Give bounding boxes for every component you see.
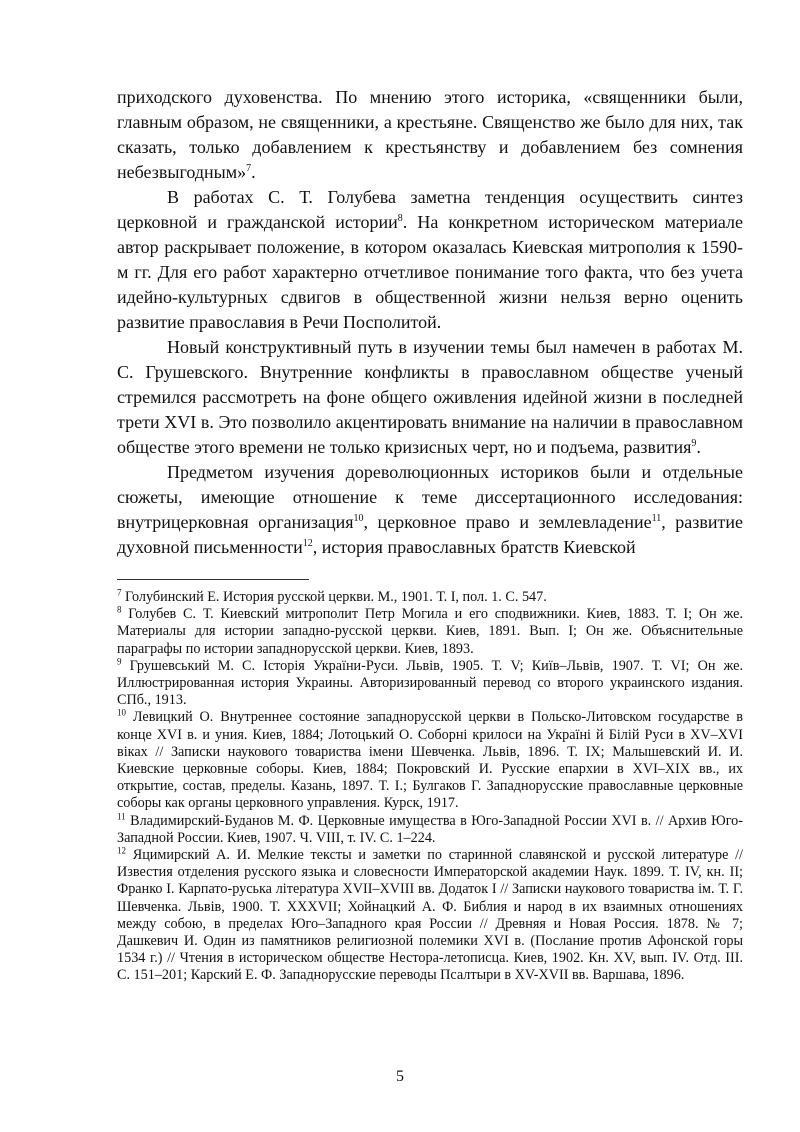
footnote-text: Яцимирский А. И. Мелкие тексты и заметки по старинной славянской и русской литературе // Известия отделения русского языка и словесности Императорской академии Наук. 1899. Т. IV, кн. II; Франко І. Карпато-руська література XVII–XVIII вв. Додаток I // Записки наукового товариства ім. Т. Г. Шевченка. Львів, 1900. Т. XXXVII; Хойнацкий А. Ф. Библия и народ в их взаимных отношениях между собою, в пределах Юго–Западного края России // Древняя и Новая Россия. 1878. № 7; Дашкевич И. Один из памятников религиозной полемики XVI в. (Послание против Афонской горы 1534 г.) // Чтения в историческом обществе Нестора-летописца. Киев, 1902. Кн. XV, вып. IV. Отд. III. С. 151–201; Карский Е. Ф. Западнорусские переводы Псалтыри в XV-XVII вв. Варшава, 1896. [117, 847, 743, 984]
footnotes [117, 589, 743, 985]
footnote-ref-8[interactable]: 8 [397, 213, 403, 224]
footnote-7 [117, 589, 743, 606]
paragraph-4-text-a: Предметом изучения дореволюционных историков были и отдельные сюжеты, имеющие отношение к теме диссертационного исследования: внутрицерковная организация [117, 462, 743, 532]
footnote-text: Голубинский Е. История русской церкви. М., 1901. Т. I, пол. 1. С. 547. [121, 589, 547, 605]
footnote-ref-12[interactable]: 12 [302, 538, 313, 549]
paragraph-1-end: . [251, 162, 256, 182]
footnote-number: 8 [117, 604, 122, 615]
main-text [117, 85, 743, 560]
paragraph-4-text-b: , церковное право и землевладение [363, 512, 652, 532]
footnote-number: 9 [117, 656, 122, 667]
footnote-ref-9[interactable]: 9 [691, 438, 697, 449]
footnote-number: 10 [117, 707, 126, 718]
footnote-8 [117, 606, 743, 658]
paragraph-2 [117, 185, 743, 335]
footnote-ref-10[interactable]: 10 [353, 513, 364, 524]
footnote-text: Грушевський М. С. Історія України-Руси. Львів, 1905. Т. V; Київ–Львів, 1907. Т. VI; Он же. Иллюстрированная история Украины. Авторизированный перевод со второго украинского издания. СПб., 1913. [117, 657, 743, 709]
footnote-text: Владимирский-Буданов М. Ф. Церковные имущества в Юго-Западной России XVI в. // Архив Юго-Западной России. Киев, 1907. Ч. VIII, т. IV. С. 1–224. [117, 812, 743, 846]
footnote-12 [117, 847, 743, 985]
footnote-ref-11[interactable]: 11 [651, 513, 662, 524]
footnote-text: Левицкий О. Внутреннее состояние западнорусской церкви в Польско-Литовском государстве в конце XVI в. и уния. Киев, 1884; Лотоцький О. Соборні крилоси на Україні й Білій Руси в XV–XVI віках // Записки наукового товариства імени Шевченка. Львів, 1896. Т. IX; Малышевский И. И. Киевские церковные соборы. Киев, 1884; Покровский И. Русские епархии в XVI–XIX вв., их открытие, состав, пределы. Казань, 1897. Т. I.; Булгаков Г. Западнорусские православные церковные соборы как органы церковного управления. Курск, 1917. [117, 709, 743, 812]
paragraph-2-text-b: . На конкретном историческом материале автор раскрывает положение, в котором оказалась Киевская митрополия к 1590-м гг. Для его работ характерно отчетливое понимание того факта, что без учета идейно-культурных сдвигов в общественной жизни нельзя верно оценить развитие православия в Речи Посполитой. [117, 212, 743, 332]
footnote-number: 7 [117, 587, 122, 598]
paragraph-1 [117, 85, 743, 185]
paragraph-2-text-a: В работах С. Т. Голубева заметна тенденция осуществить синтез церковной и гражданской истории [117, 187, 743, 232]
paragraph-3-text: Новый конструктивный путь в изучении темы был намечен в работах М. С. Грушевского. Внутренние конфликты в православном обществе ученый стремился рассмотреть на фоне общего оживления идейной жизни в последней трети XVI в. Это позволило акцентировать внимание на наличии в православном обществе этого времени не только кризисных черт, но и подъема, развития [117, 337, 743, 457]
paragraph-3 [117, 335, 743, 460]
footnote-number: 11 [117, 810, 126, 821]
footnote-ref-7[interactable]: 7 [246, 163, 252, 174]
footnote-number: 12 [117, 845, 126, 856]
footnote-divider [117, 579, 309, 580]
paragraph-4 [117, 460, 743, 560]
footnote-10 [117, 709, 743, 812]
footnote-11 [117, 810, 743, 847]
paragraph-3-end: . [696, 437, 701, 457]
paragraph-1-text: приходского духовенства. По мнению этого историка, «священники были, главным образом, не священники, а крестьяне. Священство же было для них, так сказать, только добавлением к крестьянству и добавлением без сомнения небезвыгодным» [117, 87, 743, 182]
footnote-9 [117, 658, 743, 710]
footnote-text: Голубев С. Т. Киевский митрополит Петр Могила и его сподвижники. Киев, 1883. Т. I; Он же. Материалы для истории западно-русской церкви. Киев, 1891. Вып. I; Он же. Объяснительные параграфы по истории западнорусской церкви. Киев, 1893. [117, 606, 743, 657]
paragraph-4-text-c: , развитие духовной письменности [117, 512, 743, 557]
page-number: 5 [396, 1068, 404, 1085]
paragraph-4-text-d: , история православных братств Киевской [312, 537, 636, 557]
